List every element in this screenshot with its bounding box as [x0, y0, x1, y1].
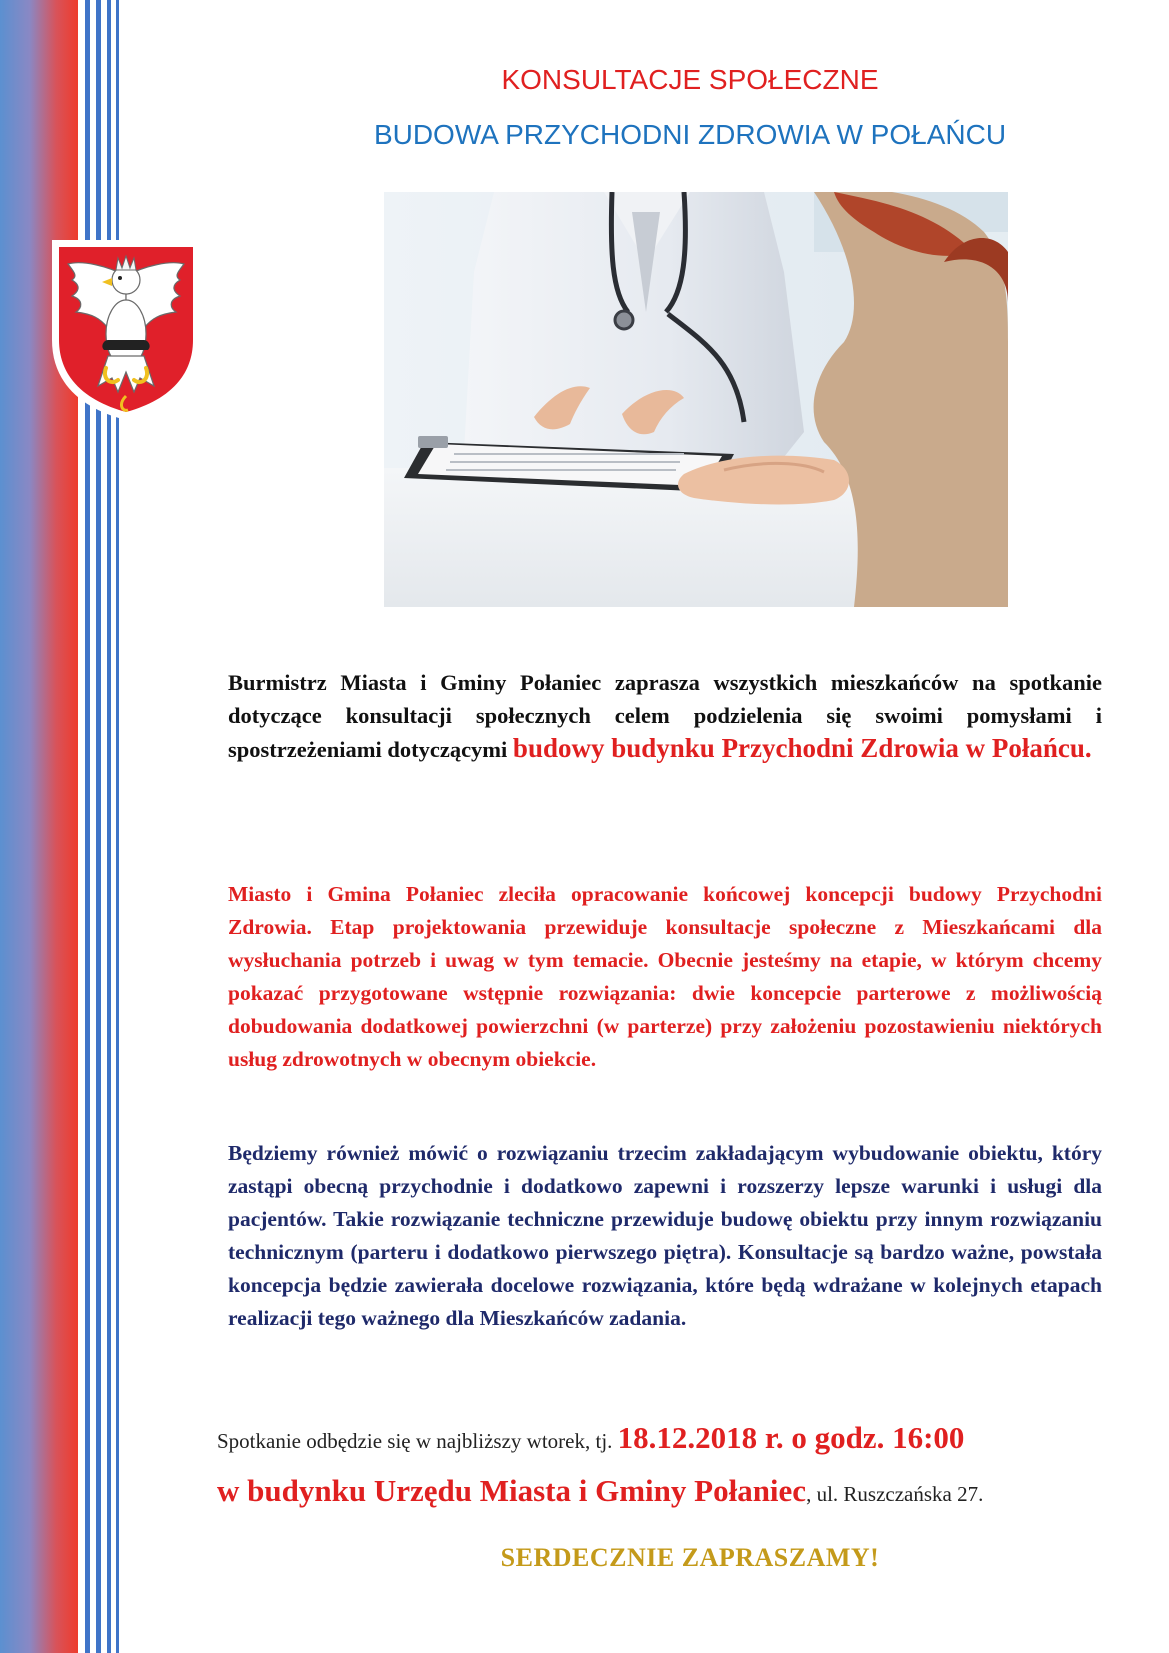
closing-invitation: SERDECZNIE ZAPRASZAMY!	[500, 1543, 880, 1572]
intro-highlight: budowy budynku Przychodni Zdrowia w Połańcu.	[512, 733, 1092, 763]
intro-paragraph	[228, 666, 1102, 766]
meeting-datetime: 18.12.2018 r. o godz. 16:00	[617, 1420, 965, 1455]
coat-of-arms-icon	[48, 236, 204, 422]
title-consultations: KONSULTACJE SPOŁECZNE	[501, 64, 879, 95]
third-solution-paragraph: Będziemy również mówić o rozwiązaniu trzecim zakładającym wybudowanie obiektu, który zastąpi obecną przychodnie i dodatkowo zapewni i rozszerzy lepsze warunki i usługi dla pacjentów. Takie rozwiązanie techniczne przewiduje budowę obiektu przy innym rozwiązaniu technicznym (parteru i dodatkowo pierwszego piętra). Konsultacje są bardzo ważne, powstała koncepcja będzie zawierała docelowe rozwiązania, które będą wdrażane w kolejnych etapach realizacji tego ważnego dla Mieszkańców zadania.	[228, 1141, 1102, 1330]
meeting-intro: Spotkanie odbędzie się w najbliższy wtorek, tj.	[217, 1429, 618, 1453]
title-clinic-construction: BUDOWA PRZYCHODNI ZDROWIA W POŁAŃCU	[373, 119, 1007, 150]
meeting-place: w budynku Urzędu Miasta i Gminy Połaniec	[217, 1473, 807, 1508]
meeting-info	[217, 1413, 1117, 1519]
meeting-address: , ul. Ruszczańska 27.	[806, 1482, 984, 1506]
concept-paragraph: Miasto i Gmina Połaniec zleciła opracowanie końcowej koncepcji budowy Przychodni Zdrowia. Etap projektowania przewiduje konsultacje społeczne z Mieszkańcami dla wysłuchania potrzeb i uwag w tym temacie. Obecnie jesteśmy na etapie, w którym chcemy pokazać przygotowane wstępnie rozwiązania: dwie koncepcie parterowe z możliwością dobudowania dodatkowej powierzchni (w parterze) przy założeniu pozostawieniu niektórych usług zdrowotnych w obecnym obiekcie.	[228, 882, 1102, 1071]
doctor-consultation-photo	[384, 192, 1008, 607]
intro-text: Burmistrz Miasta i Gminy Połaniec zaprasza wszystkich mieszkańców na spotkanie dotyczące konsultacji społecznych celem podzielenia się swoimi pomysłami i spostrzeżeniami dotyczącymi	[228, 670, 1102, 762]
